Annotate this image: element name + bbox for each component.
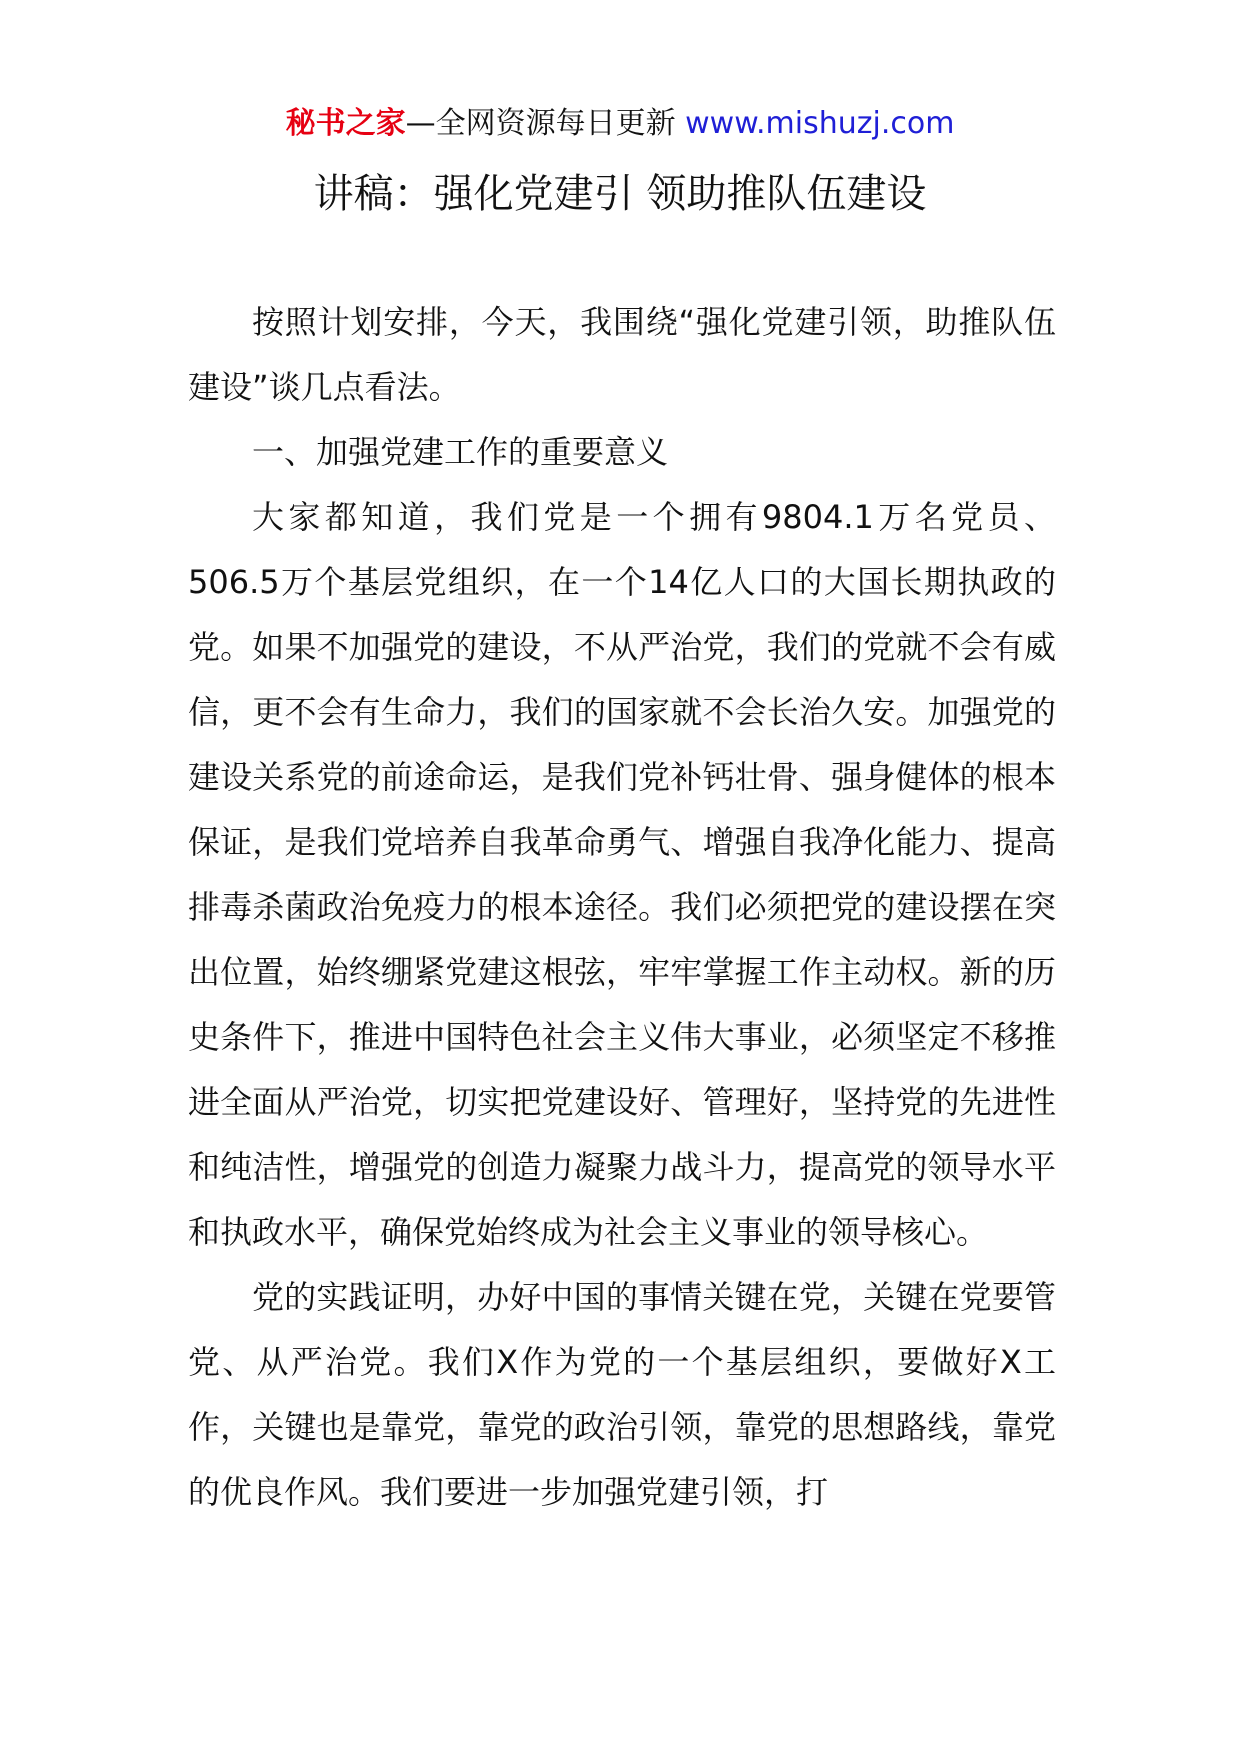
site-slogan: —全网资源每日更新 <box>405 106 676 141</box>
document-title: 讲稿：强化党建引 领助推队伍建设 <box>313 171 927 217</box>
section-heading-1: 一、加强党建工作的重要意义 <box>252 433 669 471</box>
site-brand: 秘书之家 <box>285 106 406 141</box>
site-header <box>0 102 1240 146</box>
paragraph-intro: 按照计划安排，今天，我围绕“强化党建引领，助推队伍建设”谈几点看法。 <box>188 303 1056 406</box>
paragraph-body-1: 大家都知道，我们党是一个拥有9804.1万名党员、506.5万个基层党组织，在一个14亿人口的大国长期执政的党。如果不加强党的建设，不从严治党，我们的党就不会有威信，更不会有生命力，我们的国家就不会长治久安。加强党的建设关系党的前途命运，是我们党补钙壮骨、强身健体的根本保证，是我们党培养自我革命勇气、增强自我净化能力、提高排毒杀菌政治免疫力的根本途径。我们必须把党的建设摆在突出位置，始终绷紧党建这根弦，牢牢掌握工作主动权。新的历史条件下，推进中国特色社会主义伟大事业，必须坚定不移推进全面从严治党，切实把党建设好、管理好，坚持党的先进性和纯洁性，增强党的创造力凝聚力战斗力，提高党的领导水平和执政水平，确保党始终成为社会主义事业的领导核心。 <box>188 498 1056 1251</box>
site-url-link[interactable]: www.mishuzj.com <box>685 106 955 141</box>
document-body <box>188 290 1056 1525</box>
paragraph-body-2: 党的实践证明，办好中国的事情关键在党，关键在党要管党、从严治党。我们X作为党的一个基层组织，要做好X工作，关键也是靠党，靠党的政治引领，靠党的思想路线，靠党的优良作风。我们要进一步加强党建引领，打 <box>188 1278 1056 1511</box>
